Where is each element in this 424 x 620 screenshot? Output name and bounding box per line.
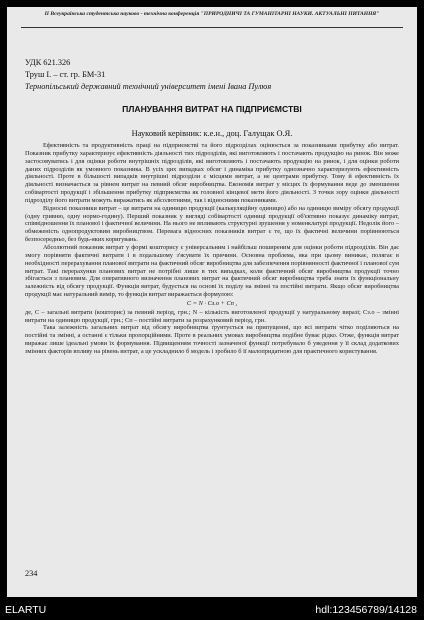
affiliation-line: Тернопільський державний технічний університет імені Івана Пулюя <box>25 82 272 91</box>
page-title: ПЛАНУВАННЯ ВИТРАТ НА ПІДПРИЄМСТВІ <box>122 104 302 114</box>
article-body <box>25 142 399 356</box>
scanned-page <box>7 7 417 597</box>
page-number: 234 <box>25 569 38 578</box>
paragraph: Відносні показники витрат – це витрати на одиницю продукції (калькуляційну одиницю) або на одиницю виміру обсягу продукції (одну гривню, одну нормо-годину). Перший показник у вигляді собівартості одиниці продукції об'єктивно показує динаміку витрат, співвідношення їх планової і фактичної величини. На нього не впливають структурні зрушення у номенклатурі продукції. Недолік його – обмеженість однопродуктовим виробництвом. Перевага відносних показників витрат є те, що їх фактичні величини порівнюються безпосередньо, без будь-яких коригувань. <box>25 204 399 244</box>
advisor-line: Науковий керівник: к.е.н., доц. Галущак О.Я. <box>131 129 293 138</box>
header-divider <box>21 27 403 28</box>
handle-id[interactable]: hdl:123456789/14128 <box>315 604 417 616</box>
author-line: Труш І. – ст. гр. БМ-31 <box>25 70 106 79</box>
repository-name: ELARTU <box>5 604 47 616</box>
paragraph: Абсолютний показник витрат у формі кошторису є універсальним і найбільш поширеним для оцінки роботи підрозділів. Він дає змогу порівняти фактичні витрати і в подальшому з'ясувати їх причини. Основна проблема, яка при цьому виникає, полягає в необхідності перерахування планової витрати на фактичний обсяг виробництва для забезпечення порівнянності фактичної і планової сум витрат. Такі перерахунки планових витрат не потрібні лише в тих випадках, коли фактичний обсяг виробництва продукції точно збігається з плановим. Для оперативного визначення планових витрат на фактичний обсяг виробництва треба знати їх функціональну залежність від обсягу продукції. Функція витрат, будується на основі їх поділу на змінні та постійні витрати. Якщо обсяг виробництва продукції має натуральний вимір, то функція витрат виражається формулою: <box>25 243 399 299</box>
paragraph: Ефективність та продуктивність праці на підприємстві та його підрозділах оцінюється за показниками прибутку або витрат. Показник прибутку характеризує ефективність діяльності тих підрозділів, які виготовляють і постачають продукцію на ринок. Він може застосовуватись і для оцінки роботи внутрішніх підрозділів, які виготовляють і постачають продукцію на ринок, і для оцінки роботи даних підрозділів як умовного показника. В усіх цих випадках обсяг і динаміка прибутку однозначно характеризують ефективність діяльності. Проте в більшості випадків внутрішні підрозділи є місцями витрат, а не центрами прибутку. Тому й ефективність їх діяльності визначається за рівнем витрат на певний обсяг виробництва. Економія витрат у місцях їх формування веде до зменшення собівартості продукції і збільшення прибутку підприємства як головної кінцевої мети його діяльності. З точки зору оцінки діяльності підрозділу його витрати можуть виражатись як абсолютними, так і відносними показниками. <box>25 142 399 204</box>
conference-header: II Всеукраїнська студентська науково - технічна конференція "ПРИРОДНИЧІ ТА ГУМАНІТАРНІ НАУКИ. АКТУАЛЬНІ ПИТАННЯ" <box>44 11 380 17</box>
repository-footer <box>0 600 424 620</box>
udc-code: УДК 621.326 <box>25 58 71 67</box>
cost-formula: C = N · Cз.о + Cп , <box>186 299 238 307</box>
paragraph: Така залежність загальних витрат від обсягу виробництва ґрунтується на припущенні, що всі витрати чітко поділяються на постійні та змінні, а останні є тільки пропорційними. Проте в реальних умовах виробництва подібне буває рідко. Отже, функція витрат виражає лише ідеальні умови їх формування. Підвищенням точності зазначеної функції потребувало б уведення у її склад додаткових змінних факторів впливу на рівень витрат, а це ускладнило б модель і зробило б її малопридатною для практичного користування. <box>25 324 399 355</box>
formula-legend: де, С – загальні витрати (кошторис) за певний період, грн.; N – кількість виготовленої продукції у натуральному виразі; Сз.о – змінні витрати на одиницю продукції, грн.; Сп – постійні витрати за розрахунковий період, грн. <box>25 308 399 324</box>
